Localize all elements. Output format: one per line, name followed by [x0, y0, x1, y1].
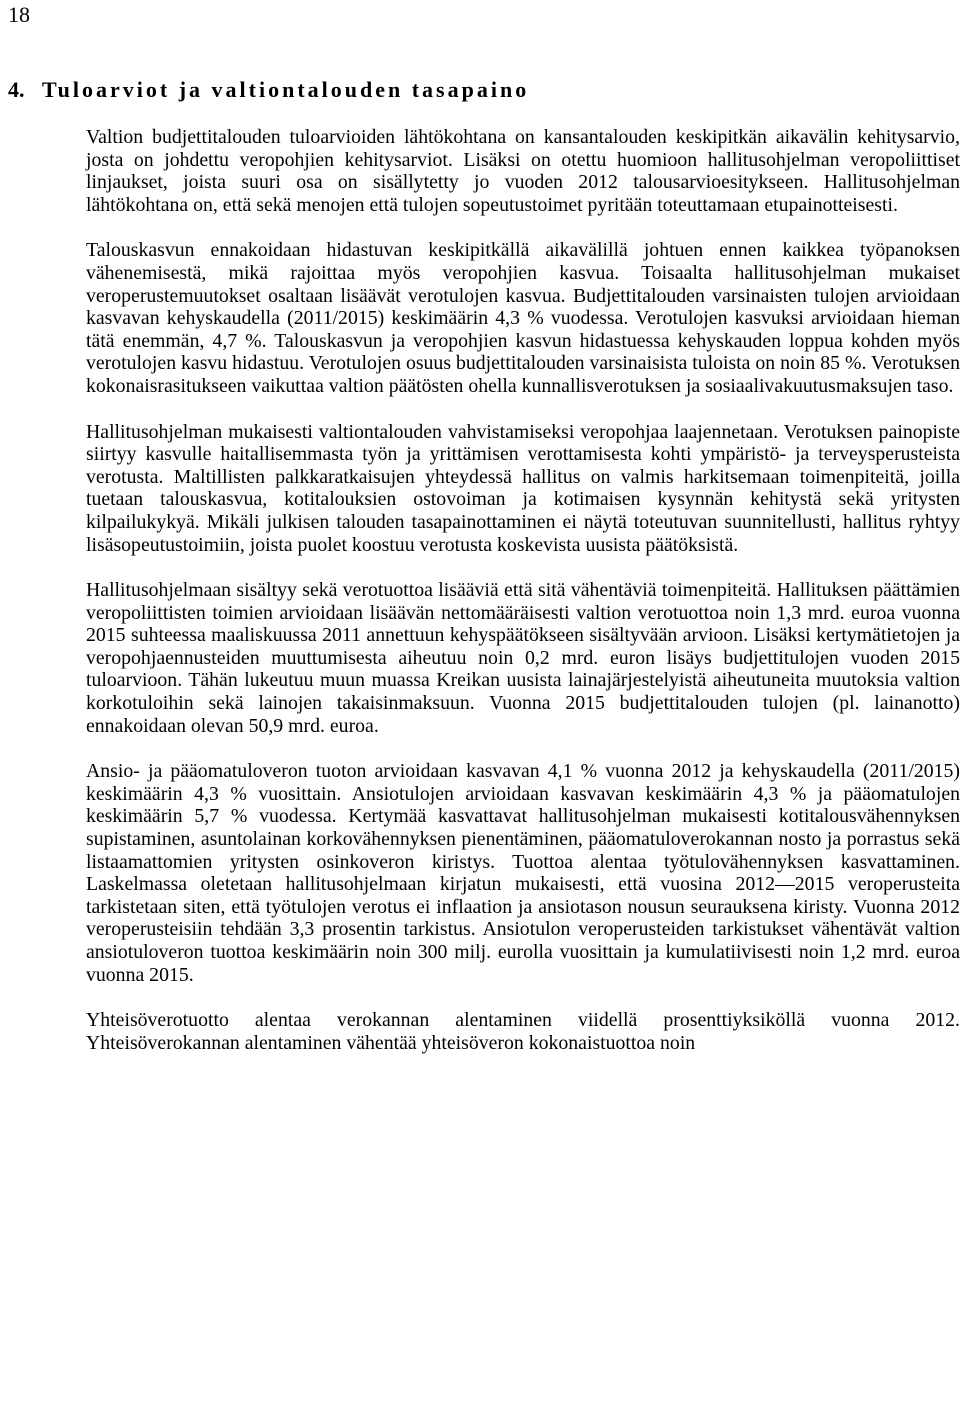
paragraph: Ansio- ja pääomatuloveron tuoton arvioidaan kasvavan 4,1 % vuonna 2012 ja kehyskaudella (2011/2015) keskimäärin 4,3 % vuosittain. Ansiotulojen arvioidaan kasvavan keskimäärin 4,3 % ja pääomatulojen keskimäärin 5,7 % vuodessa. Kertymää kasvattavat hallitusohjelman mukaisesti kotitalousvähennyksen supistaminen, asuntolainan korkovähennyksen pienentäminen, pääomatuloverokannan nosto ja porrastus sekä listaamattomien yritysten osinkoveron kiristys. Tuottoa alentaa työtulovähennyksen kasvattaminen. Laskelmassa oletetaan hallitusohjelmaan kirjatun mukaisesti, että vuosina 2012—2015 veroperusteita tarkistetaan siten, että työtulojen verotus ei inflaation ja ansiotason nousun seurauksena kiristy. Vuonna 2012 veroperusteisiin tehdään 3,3 prosentin tarkistus. Ansiotulon veroperusteiden tarkistukset vähentävät valtion ansiotuloveron tuottoa keskimäärin noin 300 milj. eurolla vuosittain ja kumulatiivisesti noin 1,2 mrd. euroa vuonna 2015. — [86, 760, 960, 986]
paragraph: Talouskasvun ennakoidaan hidastuvan keskipitkällä aikavälillä johtuen ennen kaikkea työpanoksen vähenemisestä, mikä rajoittaa myös veropohjien kasvua. Toisaalta hallitusohjelman mukaiset veroperustemuutokset osaltaan lisäävät verotulojen kasvua. Budjettitalouden varsinaisten tulojen arvioidaan kasvavan kehyskaudella (2011/2015) keskimäärin 4,3 % vuodessa. Verotulojen kasvuksi arvioidaan hieman tätä enemmän, 4,7 %. Talouskasvun ja veropohjien kasvun hidastuessa kehyskauden loppua kohden myös verotulojen kasvu hidastuu. Verotulojen osuus budjettitalouden varsinaisista tuloista on noin 85 %. Verotuksen kokonaisrasitukseen vaikuttaa valtion päätösten ohella kunnallisverotuksen ja sosiaalivakuutusmaksujen taso. — [86, 239, 960, 397]
paragraph: Hallitusohjelmaan sisältyy sekä verotuottoa lisääviä että sitä vähentäviä toimenpiteitä. Hallituksen päättämien veropoliittisten toimien arvioidaan lisäävän nettomääräisesti valtion verotuottoa noin 1,3 mrd. euroa vuonna 2015 suhteessa maaliskuussa 2011 annettuun kehyspäätökseen sisältyvään arvioon. Lisäksi kertymätietojen ja veropohjaennusteiden muuttumisesta aiheutuu noin 0,2 mrd. euron lisäys budjettitulojen vuoden 2015 tuloarvioon. Tähän lukeutuu muun muassa Kreikan uusista lainajärjestelyistä aiheutuneita muutoksia valtion korkotuloihin sekä lainojen takaisinmaksuun. Vuonna 2015 budjettitalouden tulojen (pl. lainanotto) ennakoidaan olevan 50,9 mrd. euroa. — [86, 579, 960, 737]
paragraph: Valtion budjettitalouden tuloarvioiden lähtökohtana on kansantalouden keskipitkän aikavälin kehitysarvio, josta on johdettu veropohjien kehitysarviot. Lisäksi on otettu huomioon hallitusohjelman veropoliittiset linjaukset, joista suuri osa on sisällytetty jo vuoden 2012 talousarvioesitykseen. Hallitusohjelman lähtökohtana on, että sekä menojen että tulojen sopeutustoimet pyritään toteuttamaan etupainotteisesti. — [86, 126, 960, 216]
section-title: Tuloarviot ja valtiontalouden tasapaino — [42, 77, 530, 102]
body-text — [86, 126, 960, 1077]
paragraph: Yhteisöverotuotto alentaa verokannan alentaminen viidellä prosenttiyksiköllä vuonna 2012. Yhteisöverokannan alentaminen vähentää yhteisöveron kokonaistuottoa noin — [86, 1009, 960, 1054]
section-heading — [8, 76, 529, 104]
paragraph: Hallitusohjelman mukaisesti valtiontalouden vahvistamiseksi veropohjaa laajennetaan. Verotuksen painopiste siirtyy kasvulle haitallisemmasta työn ja yrittämisen verottamisesta kohti ympäristö- ja terveysperusteista verotusta. Maltillisten palkkaratkaisujen yhteydessä hallitus on valmis harkitsemaan toimenpiteitä, joilla tuetaan talouskasvua, kotitalouksien ostovoiman ja kotimaisen kysynnän kehitystä sekä yritysten kilpailukykyä. Mikäli julkisen talouden tasapainottaminen ei näytä toteutuvan suunnitellusti, hallitus ryhtyy lisäsopeutustoimiin, joista puolet koostuu verotusta koskevista uusista päätöksistä. — [86, 420, 960, 556]
section-number: 4. — [8, 77, 25, 102]
page-number: 18 — [8, 2, 30, 27]
